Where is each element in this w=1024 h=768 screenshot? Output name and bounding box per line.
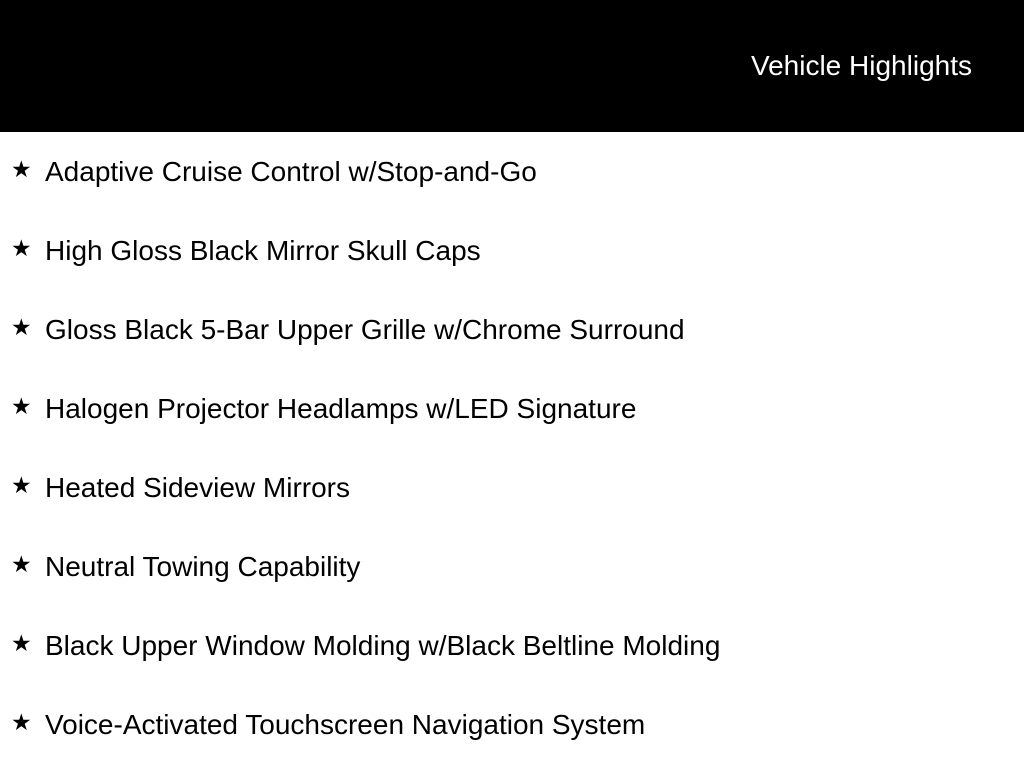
highlights-list [0, 132, 1024, 764]
star-icon: ★ [11, 630, 32, 656]
star-icon: ★ [11, 156, 32, 182]
highlight-label: Neutral Towing Capability [45, 551, 361, 582]
highlight-label: Adaptive Cruise Control w/Stop-and-Go [45, 156, 537, 187]
highlight-label: Halogen Projector Headlamps w/LED Signature [45, 393, 637, 424]
star-icon: ★ [11, 709, 32, 735]
star-icon: ★ [11, 472, 32, 498]
star-icon: ★ [11, 393, 32, 419]
star-icon: ★ [11, 551, 32, 577]
list-item [0, 685, 1024, 764]
list-item [0, 132, 1024, 211]
list-item [0, 527, 1024, 606]
header-bar [0, 0, 1024, 132]
highlight-label: High Gloss Black Mirror Skull Caps [45, 235, 481, 266]
star-icon: ★ [11, 235, 32, 261]
highlight-label: Black Upper Window Molding w/Black Beltline Molding [45, 630, 721, 661]
highlight-label: Heated Sideview Mirrors [45, 472, 350, 503]
list-item [0, 448, 1024, 527]
highlight-label: Gloss Black 5-Bar Upper Grille w/Chrome Surround [45, 314, 685, 345]
highlight-label: Voice-Activated Touchscreen Navigation System [45, 709, 646, 740]
list-item [0, 369, 1024, 448]
list-item [0, 211, 1024, 290]
list-item [0, 290, 1024, 369]
page-title: Vehicle Highlights [750, 50, 972, 81]
list-item [0, 606, 1024, 685]
star-icon: ★ [11, 314, 32, 340]
